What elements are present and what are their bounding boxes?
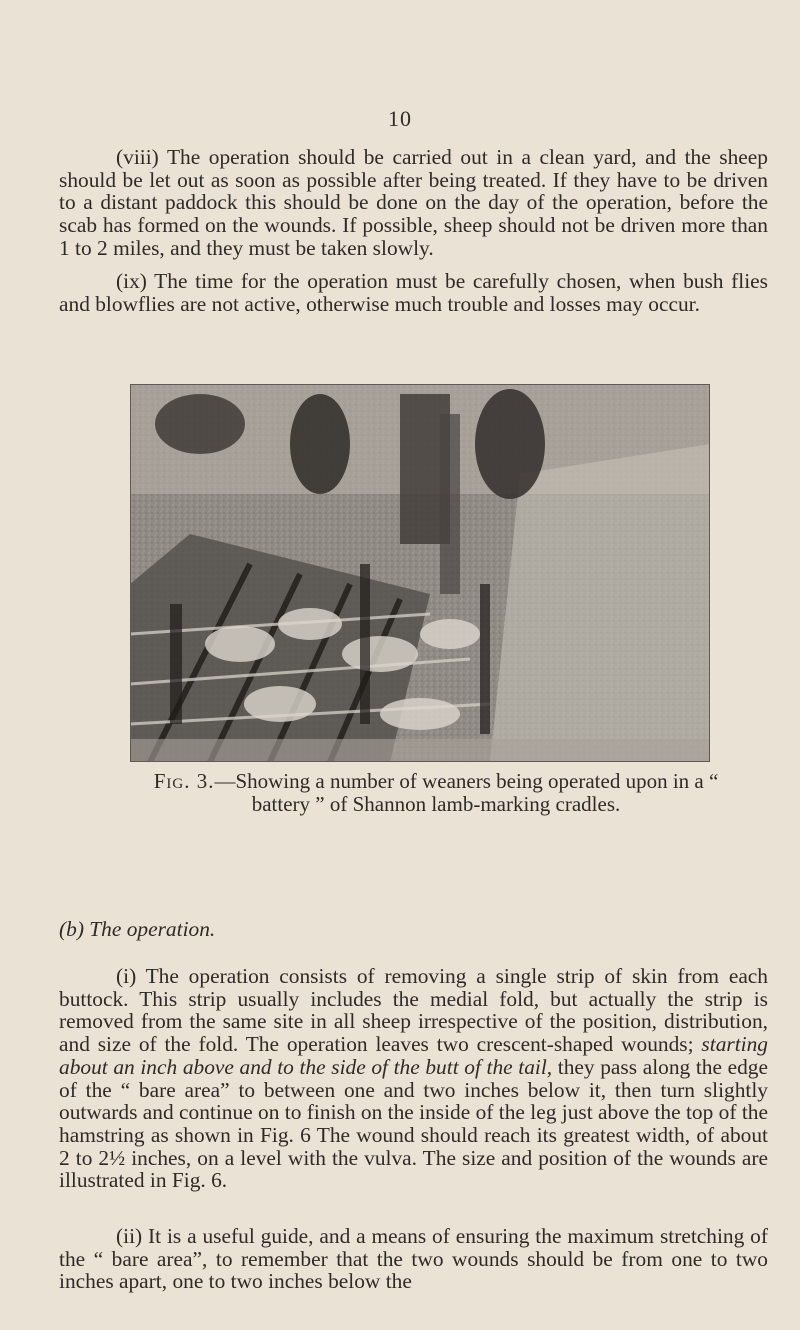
paragraph-i [59, 965, 768, 1192]
paragraph-ix: (ix) The time for the operation must be carefully chosen, when bush flies and blowflies are not active, otherwise much trouble and losses may occur. [59, 269, 768, 316]
figure-caption-lead: Fig. 3. [153, 769, 215, 793]
figure-caption [136, 770, 736, 815]
paragraph-viii: (viii) The operation should be carried out in a clean yard, and the sheep should be let out as soon as possible after being treated. If they have to be driven to a distant paddock this should be done on the day of the operation, before the scab has formed on the wounds. If possible, sheep should not be driven more than 1 to 2 miles, and they must be taken slowly. [59, 145, 768, 260]
figure-photograph [130, 384, 710, 762]
weaners-cradles-photo [130, 384, 710, 762]
paragraph-i-part1: (i) The operation consists of removing a single strip of skin from each buttock. This strip usually includes the medial fold, but actually the strip is removed from the same site in all sheep irrespective of the position, distribution, and size of the fold. The operation leaves two crescent-shaped wounds; [59, 964, 768, 1057]
paragraph-i-italic: starting about an inch above and to the side of the butt of the tail, [59, 1032, 768, 1079]
page-number: 10 [388, 106, 412, 131]
paragraph-ii: (ii) It is a useful guide, and a means of ensuring the maximum stretching of the “ bare area”, to remember that the two wounds should be from one to two inches apart, one to two inches below the [59, 1224, 768, 1294]
paragraph-i-part2: they pass along the edge of the “ bare area” to between one and two inches below it, then turn slightly outwards and continue on to finish on the inside of the leg just above the top of the hamstring as shown in Fig. 6 The wound should reach its greatest width, of about 2 to 2½ inches, on a level with the vulva. The size and position of the wounds are illustrated in Fig. 6. [59, 1054, 768, 1193]
section-heading-b: (b) The operation. [59, 917, 216, 941]
figure-caption-text: —Showing a number of weaners being operated upon in a “ battery ” of Shannon lamb-marking cradles. [214, 769, 719, 816]
